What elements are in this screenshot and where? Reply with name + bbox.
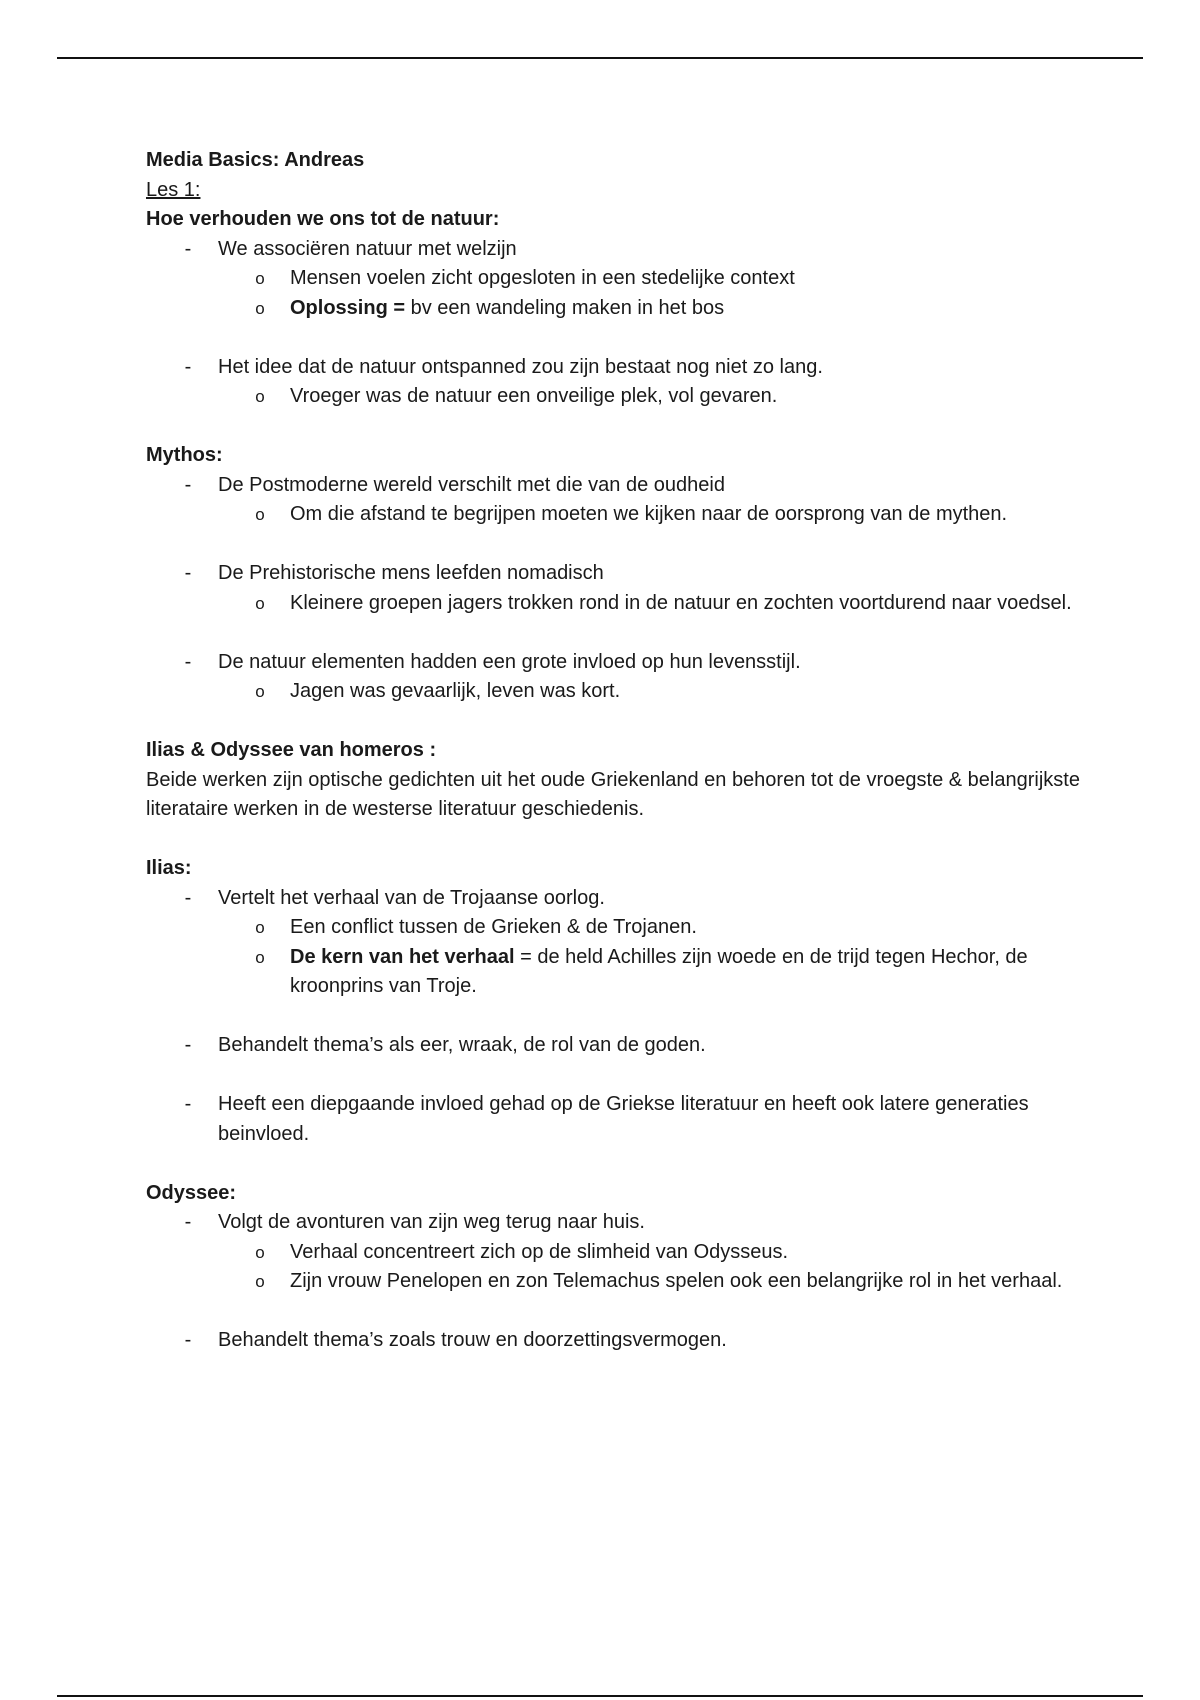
list-item-text: Heeft een diepgaande invloed gehad op de Griekse literatuur en heeft ook latere generaties beinvloed. [218,1093,1029,1145]
section-heading-ilias: Ilias: [146,857,192,879]
dash-bullet: - [184,562,192,584]
list-item [146,648,1086,678]
sub-list-item [146,264,1086,294]
sub-list-item [146,589,1086,619]
list-item-text: Een conflict tussen de Grieken & de Trojanen. [290,916,697,938]
list-item-text: De Prehistorische mens leefden nomadisch [218,562,604,584]
bottom-rule [57,1695,1143,1697]
bold-term: Oplossing = [290,296,406,319]
sub-list-item [146,943,1086,1002]
list-item [146,353,1086,383]
list-item-text: Vertelt het verhaal van de Trojaanse oorlog. [218,886,605,909]
list-item-text: Het idee dat de natuur ontspanned zou zijn bestaat nog niet zo lang. [218,355,823,378]
circle-bullet: o [255,1272,265,1291]
circle-bullet: o [255,1242,265,1262]
dash-bullet: - [184,886,192,909]
lesson-label: Les 1: [146,178,201,201]
list-item-text: Jagen was gevaarlijk, leven was kort. [290,680,621,702]
top-rule [57,57,1143,59]
circle-bullet: o [255,387,265,406]
list-item [146,559,1086,589]
dash-bullet: - [184,1211,192,1233]
sub-list-item [146,677,1086,707]
document-body [146,146,1086,1356]
circle-bullet: o [255,947,265,967]
list-item-text: We associëren natuur met welzijn [218,237,517,260]
list-item-text: De Postmoderne wereld verschilt met die van de oudheid [218,473,725,496]
list-item [146,1031,1086,1061]
dash-bullet: - [184,1034,192,1056]
sub-list-item [146,500,1086,530]
dash-bullet: - [184,650,192,673]
section-heading-homeros: Ilias & Odyssee van homeros : [146,739,437,761]
dash-bullet: - [184,1329,192,1351]
paragraph: Beide werken zijn optische gedichten uit het oude Griekenland en behoren tot de vroegste & belangrijkste literataire werken in de westerse literatuur geschiedenis. [146,768,1080,820]
bold-term: De kern van het verhaal [290,945,515,968]
list-item [146,471,1086,501]
dash-bullet: - [184,237,192,260]
list-item-text: Zijn vrouw Penelopen en zon Telemachus spelen ook een belangrijke rol in het verhaal. [290,1270,1063,1292]
list-item-text: Mensen voelen zicht opgesloten in een stedelijke context [290,267,795,289]
list-item [146,1326,1086,1356]
dash-bullet: - [184,355,192,378]
list-item-text: Behandelt thema’s zoals trouw en doorzettingsvermogen. [218,1329,727,1351]
circle-bullet: o [255,918,265,937]
list-item-text: Kleinere groepen jagers trokken rond in de natuur en zochten voortdurend naar voedsel. [290,591,1072,614]
circle-bullet: o [255,298,265,318]
list-item [146,1208,1086,1238]
dash-bullet: - [184,473,192,496]
sub-list-item [146,1267,1086,1297]
sub-list-item [146,1238,1086,1268]
list-item-text: bv een wandeling maken in het bos [405,296,725,319]
list-item-text: Vroeger was de natuur een onveilige plek, vol gevaren. [290,385,778,407]
dash-bullet: - [184,1093,192,1115]
list-item [146,235,1086,265]
sub-list-item [146,382,1086,412]
section-heading-natuur: Hoe verhouden we ons tot de natuur: [146,208,500,230]
list-item-text: De natuur elementen hadden een grote invloed op hun levensstijl. [218,650,801,673]
list-item-text: Volgt de avonturen van zijn weg terug naar huis. [218,1211,645,1233]
list-item-text: Om die afstand te begrijpen moeten we kijken naar de oorsprong van de mythen. [290,503,1008,525]
document-title: Media Basics: Andreas [146,149,365,171]
list-item [146,1090,1086,1149]
section-heading-mythos: Mythos: [146,444,223,466]
circle-bullet: o [255,269,265,288]
list-item-text: Behandelt thema’s als eer, wraak, de rol van de goden. [218,1034,706,1056]
sub-list-item [146,913,1086,943]
circle-bullet: o [255,682,265,701]
list-item [146,884,1086,914]
sub-list-item [146,294,1086,324]
circle-bullet: o [255,593,265,613]
section-heading-odyssee: Odyssee: [146,1181,237,1204]
circle-bullet: o [255,505,265,524]
list-item-text: = de held Achilles zijn woede en de trijd tegen Hechor, de kroonprins van Troje. [290,945,1028,997]
list-item-text: Verhaal concentreert zich op de slimheid van Odysseus. [290,1240,789,1263]
